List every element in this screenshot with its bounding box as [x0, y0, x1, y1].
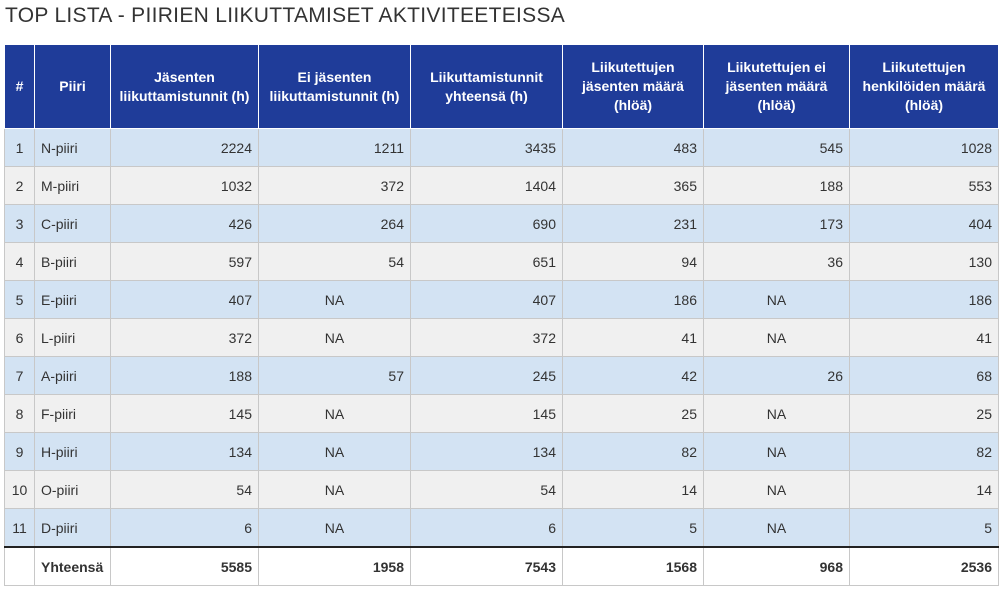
cell-nonmember-count: NA	[704, 471, 850, 509]
cell-member-count: 25	[563, 395, 704, 433]
cell-nonmember-count: NA	[704, 281, 850, 319]
cell-person-count: 553	[850, 167, 999, 205]
total-cell-nonmember-count: 968	[704, 547, 850, 586]
cell-nonmember-count: 545	[704, 129, 850, 167]
results-table	[4, 44, 999, 586]
cell-total-hours: 54	[411, 471, 563, 509]
cell-district: M-piiri	[35, 167, 111, 205]
cell-index: 3	[5, 205, 35, 243]
total-cell-total-hours: 7543	[411, 547, 563, 586]
cell-person-count: 1028	[850, 129, 999, 167]
cell-person-count: 25	[850, 395, 999, 433]
total-cell-member-count: 1568	[563, 547, 704, 586]
table-row	[5, 471, 999, 509]
cell-member-count: 42	[563, 357, 704, 395]
cell-district: H-piiri	[35, 433, 111, 471]
cell-member-count: 231	[563, 205, 704, 243]
cell-total-hours: 134	[411, 433, 563, 471]
cell-total-hours: 145	[411, 395, 563, 433]
cell-nonmember-hours: NA	[259, 319, 411, 357]
column-header-index: #	[5, 45, 35, 129]
cell-person-count: 41	[850, 319, 999, 357]
cell-nonmember-hours: 57	[259, 357, 411, 395]
column-header-member-count: Liikutettujen jäsenten määrä (hlöä)	[563, 45, 704, 129]
cell-member-hours: 1032	[111, 167, 259, 205]
cell-district: D-piiri	[35, 509, 111, 548]
cell-member-count: 365	[563, 167, 704, 205]
cell-member-hours: 6	[111, 509, 259, 548]
cell-district: F-piiri	[35, 395, 111, 433]
cell-member-count: 14	[563, 471, 704, 509]
cell-district: B-piiri	[35, 243, 111, 281]
cell-nonmember-hours: NA	[259, 433, 411, 471]
table-row	[5, 281, 999, 319]
cell-nonmember-count: 36	[704, 243, 850, 281]
table-row	[5, 205, 999, 243]
column-header-member-hours: Jäsenten liikuttamistunnit (h)	[111, 45, 259, 129]
cell-district: O-piiri	[35, 471, 111, 509]
page-title: TOP LISTA - PIIRIEN LIIKUTTAMISET AKTIVITEETEISSA	[5, 4, 566, 27]
cell-member-count: 5	[563, 509, 704, 548]
cell-total-hours: 1404	[411, 167, 563, 205]
cell-total-hours: 407	[411, 281, 563, 319]
cell-nonmember-count: 26	[704, 357, 850, 395]
table-row	[5, 433, 999, 471]
cell-total-hours: 372	[411, 319, 563, 357]
cell-index: 1	[5, 129, 35, 167]
cell-index: 11	[5, 509, 35, 548]
cell-member-count: 186	[563, 281, 704, 319]
cell-nonmember-count: NA	[704, 395, 850, 433]
column-header-district: Piiri	[35, 45, 111, 129]
cell-member-hours: 597	[111, 243, 259, 281]
cell-member-count: 94	[563, 243, 704, 281]
cell-index: 5	[5, 281, 35, 319]
table-row	[5, 167, 999, 205]
cell-person-count: 5	[850, 509, 999, 548]
column-header-person-count: Liikutettujen henkilöiden määrä (hlöä)	[850, 45, 999, 129]
cell-total-hours: 690	[411, 205, 563, 243]
cell-nonmember-count: NA	[704, 509, 850, 548]
cell-index: 9	[5, 433, 35, 471]
cell-person-count: 68	[850, 357, 999, 395]
cell-member-hours: 426	[111, 205, 259, 243]
cell-member-count: 82	[563, 433, 704, 471]
cell-nonmember-hours: NA	[259, 509, 411, 548]
cell-member-hours: 407	[111, 281, 259, 319]
total-row	[5, 547, 999, 586]
cell-nonmember-hours: NA	[259, 471, 411, 509]
cell-person-count: 404	[850, 205, 999, 243]
cell-member-hours: 54	[111, 471, 259, 509]
cell-total-hours: 651	[411, 243, 563, 281]
cell-member-hours: 2224	[111, 129, 259, 167]
cell-total-hours: 3435	[411, 129, 563, 167]
cell-index: 2	[5, 167, 35, 205]
table-row	[5, 243, 999, 281]
cell-person-count: 14	[850, 471, 999, 509]
cell-district: L-piiri	[35, 319, 111, 357]
table-row	[5, 395, 999, 433]
table-row	[5, 509, 999, 548]
total-cell-member-hours: 5585	[111, 547, 259, 586]
table-row	[5, 357, 999, 395]
cell-person-count: 186	[850, 281, 999, 319]
cell-nonmember-count: NA	[704, 433, 850, 471]
cell-district: C-piiri	[35, 205, 111, 243]
cell-total-hours: 6	[411, 509, 563, 548]
total-cell-index	[5, 547, 35, 586]
table-row	[5, 129, 999, 167]
cell-nonmember-hours: NA	[259, 395, 411, 433]
cell-nonmember-hours: 1211	[259, 129, 411, 167]
cell-member-hours: 134	[111, 433, 259, 471]
cell-person-count: 130	[850, 243, 999, 281]
cell-nonmember-count: 173	[704, 205, 850, 243]
column-header-total-hours: Liikuttamistunnit yhteensä (h)	[411, 45, 563, 129]
cell-member-hours: 145	[111, 395, 259, 433]
cell-district: A-piiri	[35, 357, 111, 395]
cell-index: 7	[5, 357, 35, 395]
cell-nonmember-hours: 264	[259, 205, 411, 243]
table-row	[5, 319, 999, 357]
column-header-nonmember-count: Liikutettujen ei jäsenten määrä (hlöä)	[704, 45, 850, 129]
cell-nonmember-count: NA	[704, 319, 850, 357]
total-cell-nonmember-hours: 1958	[259, 547, 411, 586]
cell-nonmember-hours: NA	[259, 281, 411, 319]
cell-index: 10	[5, 471, 35, 509]
cell-person-count: 82	[850, 433, 999, 471]
cell-index: 6	[5, 319, 35, 357]
cell-district: N-piiri	[35, 129, 111, 167]
total-cell-district: Yhteensä	[35, 547, 111, 586]
cell-index: 4	[5, 243, 35, 281]
table-header-row	[5, 45, 999, 129]
total-cell-person-count: 2536	[850, 547, 999, 586]
cell-member-hours: 372	[111, 319, 259, 357]
cell-nonmember-hours: 372	[259, 167, 411, 205]
cell-total-hours: 245	[411, 357, 563, 395]
cell-member-hours: 188	[111, 357, 259, 395]
cell-nonmember-hours: 54	[259, 243, 411, 281]
cell-district: E-piiri	[35, 281, 111, 319]
cell-member-count: 483	[563, 129, 704, 167]
cell-member-count: 41	[563, 319, 704, 357]
cell-index: 8	[5, 395, 35, 433]
cell-nonmember-count: 188	[704, 167, 850, 205]
column-header-nonmember-hours: Ei jäsenten liikuttamistunnit (h)	[259, 45, 411, 129]
